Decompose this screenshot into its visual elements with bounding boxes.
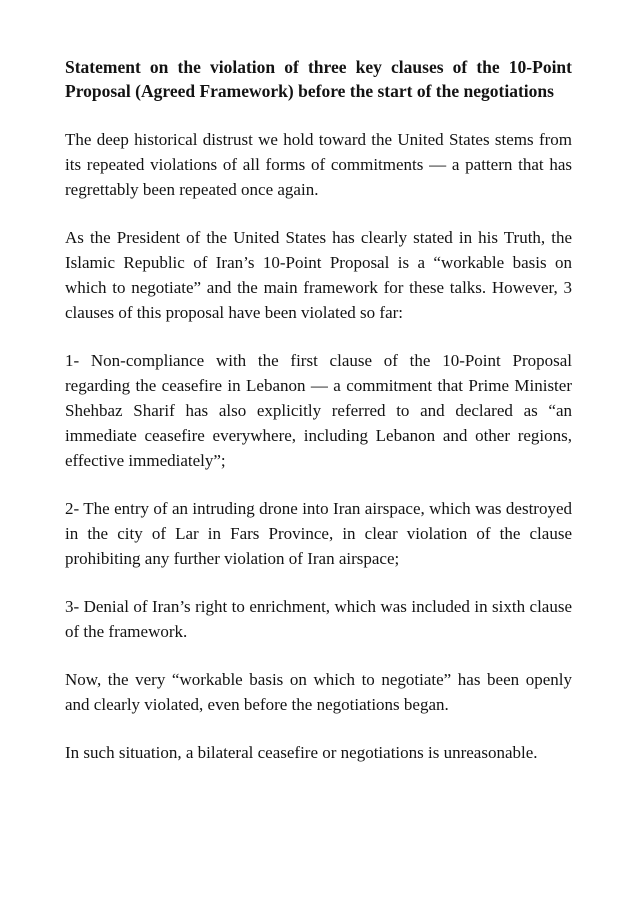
paragraph-clause-1-ceasefire: 1- Non-compliance with the first clause of the 10-Point Proposal regarding the ceasefire in Lebanon — a commitment that Prime Minister Shehbaz Sharif has also explicitly referred to and declared as “an immediate ceasefire everywhere, including Lebanon and other regions, effective immediately”; [65, 351, 572, 470]
statement-title: Statement on the violation of three key clauses of the 10-Point Proposal (Agreed Framework) before the start of the negotiations [65, 57, 572, 101]
paragraph-clause-2-drone: 2- The entry of an intruding drone into Iran airspace, which was destroyed in the city of Lar in Fars Province, in clear violation of the clause prohibiting any further violation of Iran airspace; [65, 499, 572, 568]
paragraph-president-statement: As the President of the United States has clearly stated in his Truth, the Islamic Republic of Iran’s 10-Point Proposal is a “workable basis on which to negotiate” and the main framework for these talks. However, 3 clauses of this proposal have been violated so far: [65, 228, 572, 322]
paragraph-intro-distrust: The deep historical distrust we hold toward the United States stems from its repeated violations of all forms of commitments — a pattern that has regrettably been repeated once again. [65, 130, 572, 199]
paragraph-clause-3-enrichment: 3- Denial of Iran’s right to enrichment, which was included in sixth clause of the framework. [65, 597, 572, 641]
paragraph-conclusion-unreasonable: In such situation, a bilateral ceasefire or negotiations is unreasonable. [65, 743, 538, 762]
paragraph-violated-basis: Now, the very “workable basis on which to negotiate” has been openly and clearly violated, even before the negotiations began. [65, 670, 572, 714]
